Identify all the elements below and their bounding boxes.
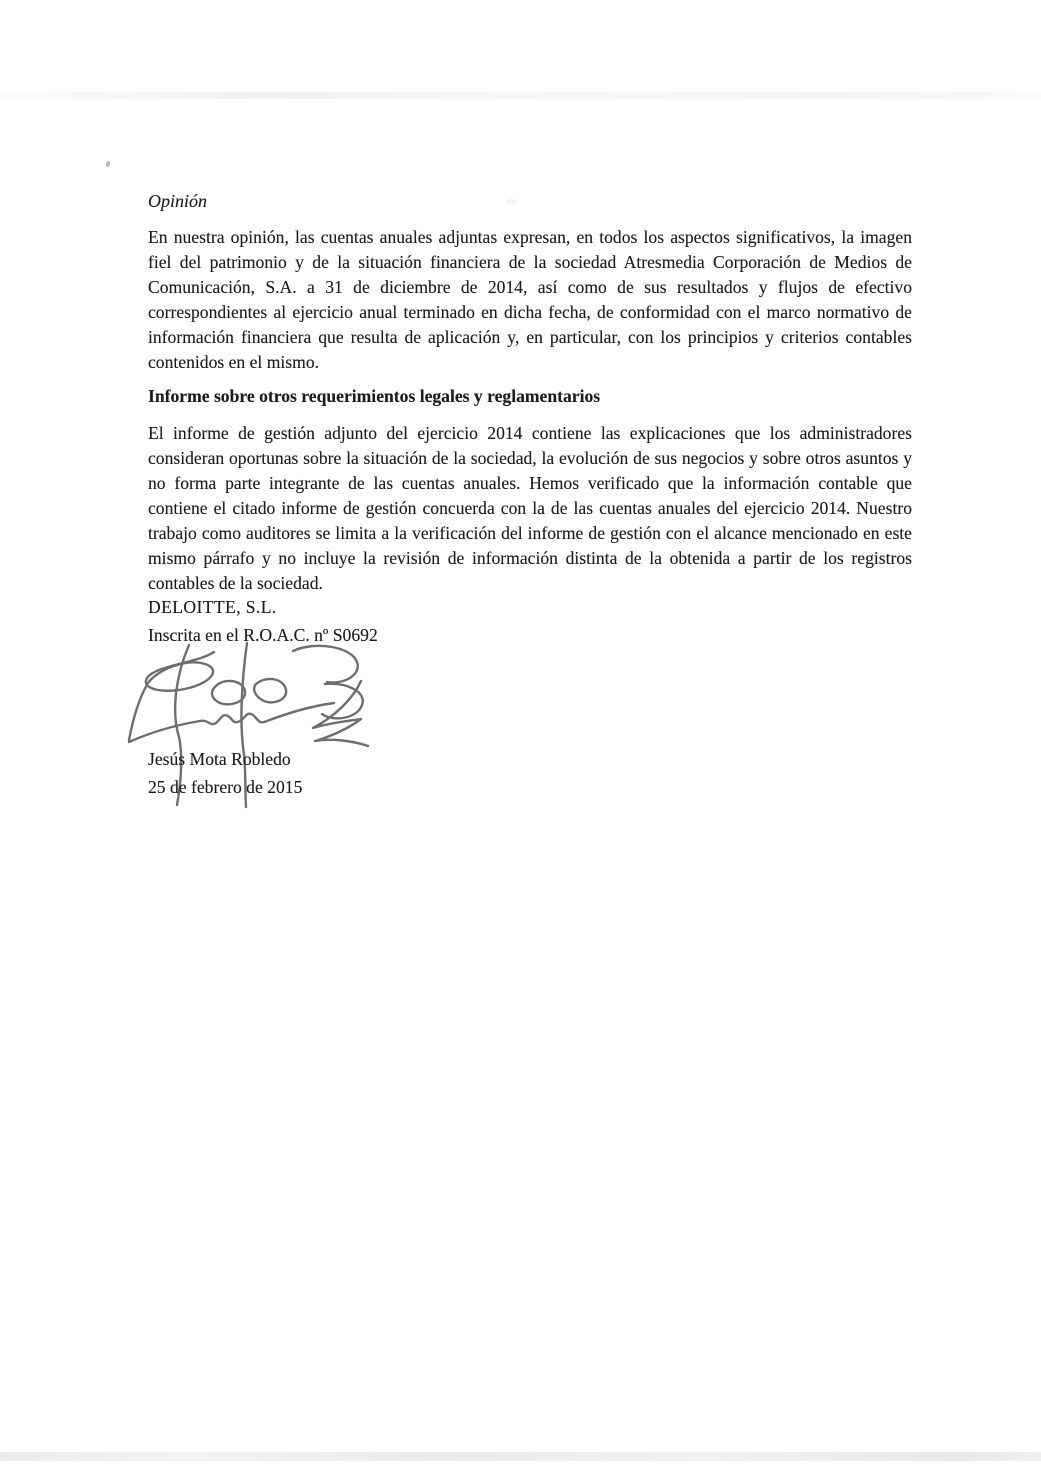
opinion-heading: Opinión xyxy=(148,191,208,211)
scan-artifact-bottom-band xyxy=(0,1452,1041,1461)
signer-name: Jesús Mota Robledo xyxy=(148,749,291,769)
firm-name: DELOITTE, S.L. xyxy=(148,597,277,617)
opinion-paragraph: En nuestra opinión, las cuentas anuales adjuntas expresan, en todos los aspectos significativos, la imagen fiel del patrimonio y de la situación financiera de la sociedad Atresmedia Corporación de Medios de Comunicación, S.A. a 31 de diciembre de 2014, así como de sus resultados y flujos de efectivo correspondientes al ejercicio anual terminado en dicha fecha, de conformidad con el marco normativo de información financiera que resulta de aplicación y, en particular, con los principios y criterios contables contenidos en el mismo. xyxy=(148,227,912,372)
legal-requirements-heading: Informe sobre otros requerimientos legales y reglamentarios xyxy=(148,386,601,406)
scan-artifact-top-band xyxy=(0,92,1041,99)
legal-requirements-paragraph: El informe de gestión adjunto del ejercicio 2014 contiene las explicaciones que los administradores consideran oportunas sobre la situación de la sociedad, la evolución de sus negocios y sobre otros asuntos y no forma parte integrante de las cuentas anuales. Hemos verificado que la información contable que contiene el citado informe de gestión concuerda con la de las cuentas anuales del ejercicio 2014. Nuestro trabajo como auditores se limita a la verificación del informe de gestión con el alcance mencionado en este mismo párrafo y no incluye la revisión de información distinta de la obtenida a partir de los registros contables de la sociedad. xyxy=(148,423,912,593)
signature-date: 25 de febrero de 2015 xyxy=(148,777,303,797)
roac-registration-line: Inscrita en el R.O.A.C. nº S0692 xyxy=(148,625,378,645)
scan-speck xyxy=(105,161,111,168)
